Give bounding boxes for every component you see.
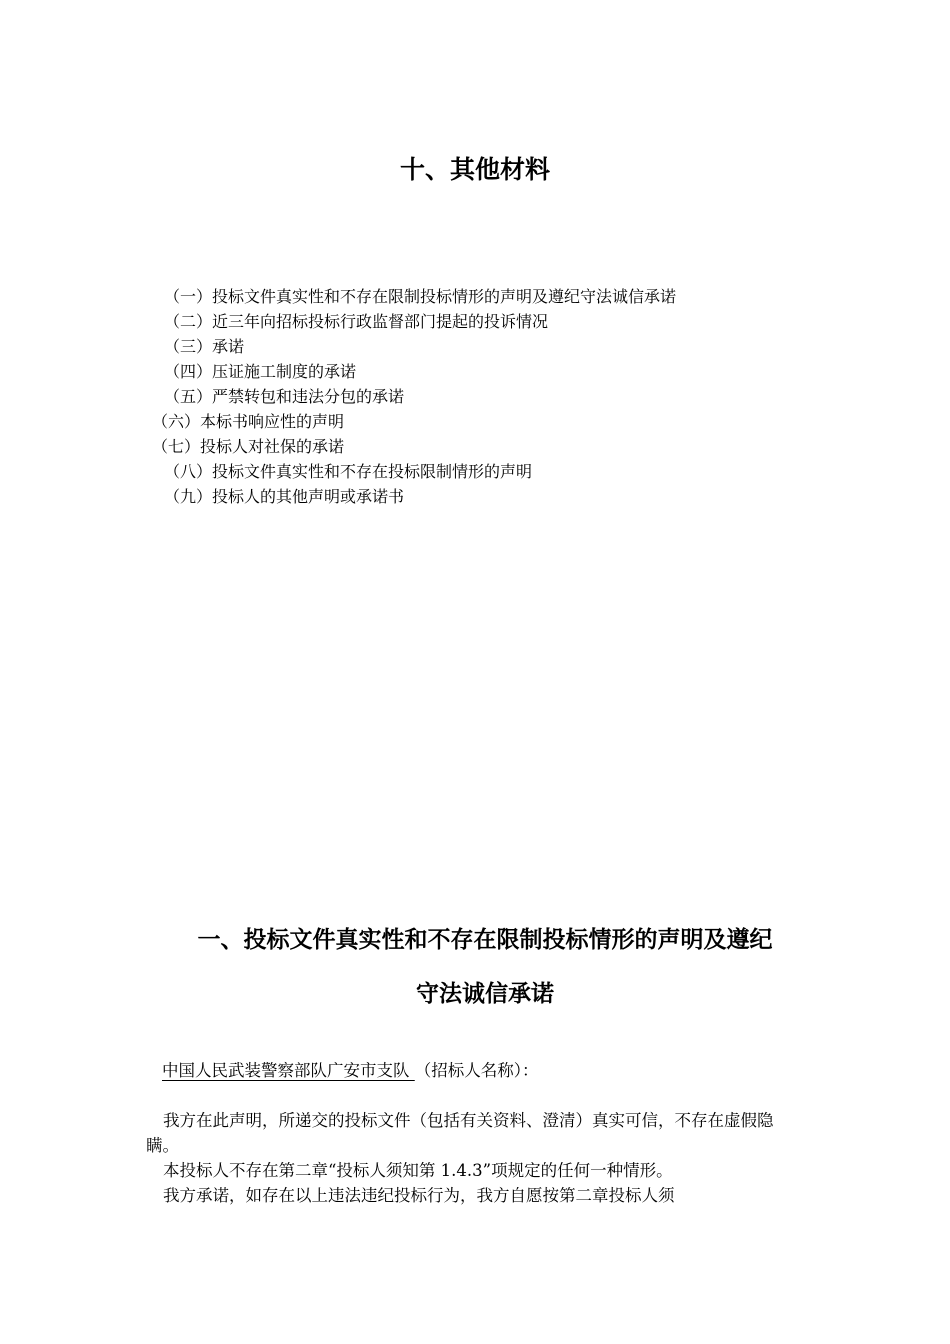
section-title: 十、其他材料 — [399, 155, 550, 184]
declaration-paragraph-2: 本投标人不存在第二章“投标人须知第 1.4.3”项规定的任何一种情形。 — [163, 1161, 673, 1180]
toc-item-7: （七）投标人对社保的承诺 — [152, 437, 345, 456]
declaration-paragraph-1: 我方在此声明，所递交的投标文件（包括有关资料、澄清）真实可信，不存在虚假隐瞒。 — [146, 1111, 774, 1155]
toc-item-3: （三）承诺 — [164, 337, 245, 356]
declaration-paragraph-3: 我方承诺，如存在以上违法违纪投标行为，我方自愿按第二章投标人须 — [163, 1186, 675, 1205]
addressee-suffix: （招标人名称）： — [414, 1061, 539, 1080]
document-title-line-1: 一、投标文件真实性和不存在限制投标情形的声明及遵纪 — [197, 927, 773, 953]
addressee-org: 中国人民武装警察部队广安市支队 — [162, 1061, 415, 1080]
toc-item-6: （六）本标书响应性的声明 — [152, 412, 345, 431]
toc-item-8: （八）投标文件真实性和不存在投标限制情形的声明 — [164, 462, 533, 481]
document-title — [150, 913, 820, 1021]
toc-item-2: （二）近三年向招标投标行政监督部门提起的投诉情况 — [164, 312, 549, 331]
addressee-line — [162, 1058, 822, 1083]
toc-item-1: （一）投标文件真实性和不存在限制投标情形的声明及遵纪守法诚信承诺 — [164, 287, 677, 306]
document-title-line-2: 守法诚信承诺 — [416, 981, 554, 1007]
toc-item-4: （四）压证施工制度的承诺 — [164, 362, 357, 381]
toc-item-5: （五）严禁转包和违法分包的承诺 — [164, 387, 405, 406]
toc-item-9: （九）投标人的其他声明或承诺书 — [164, 487, 405, 506]
